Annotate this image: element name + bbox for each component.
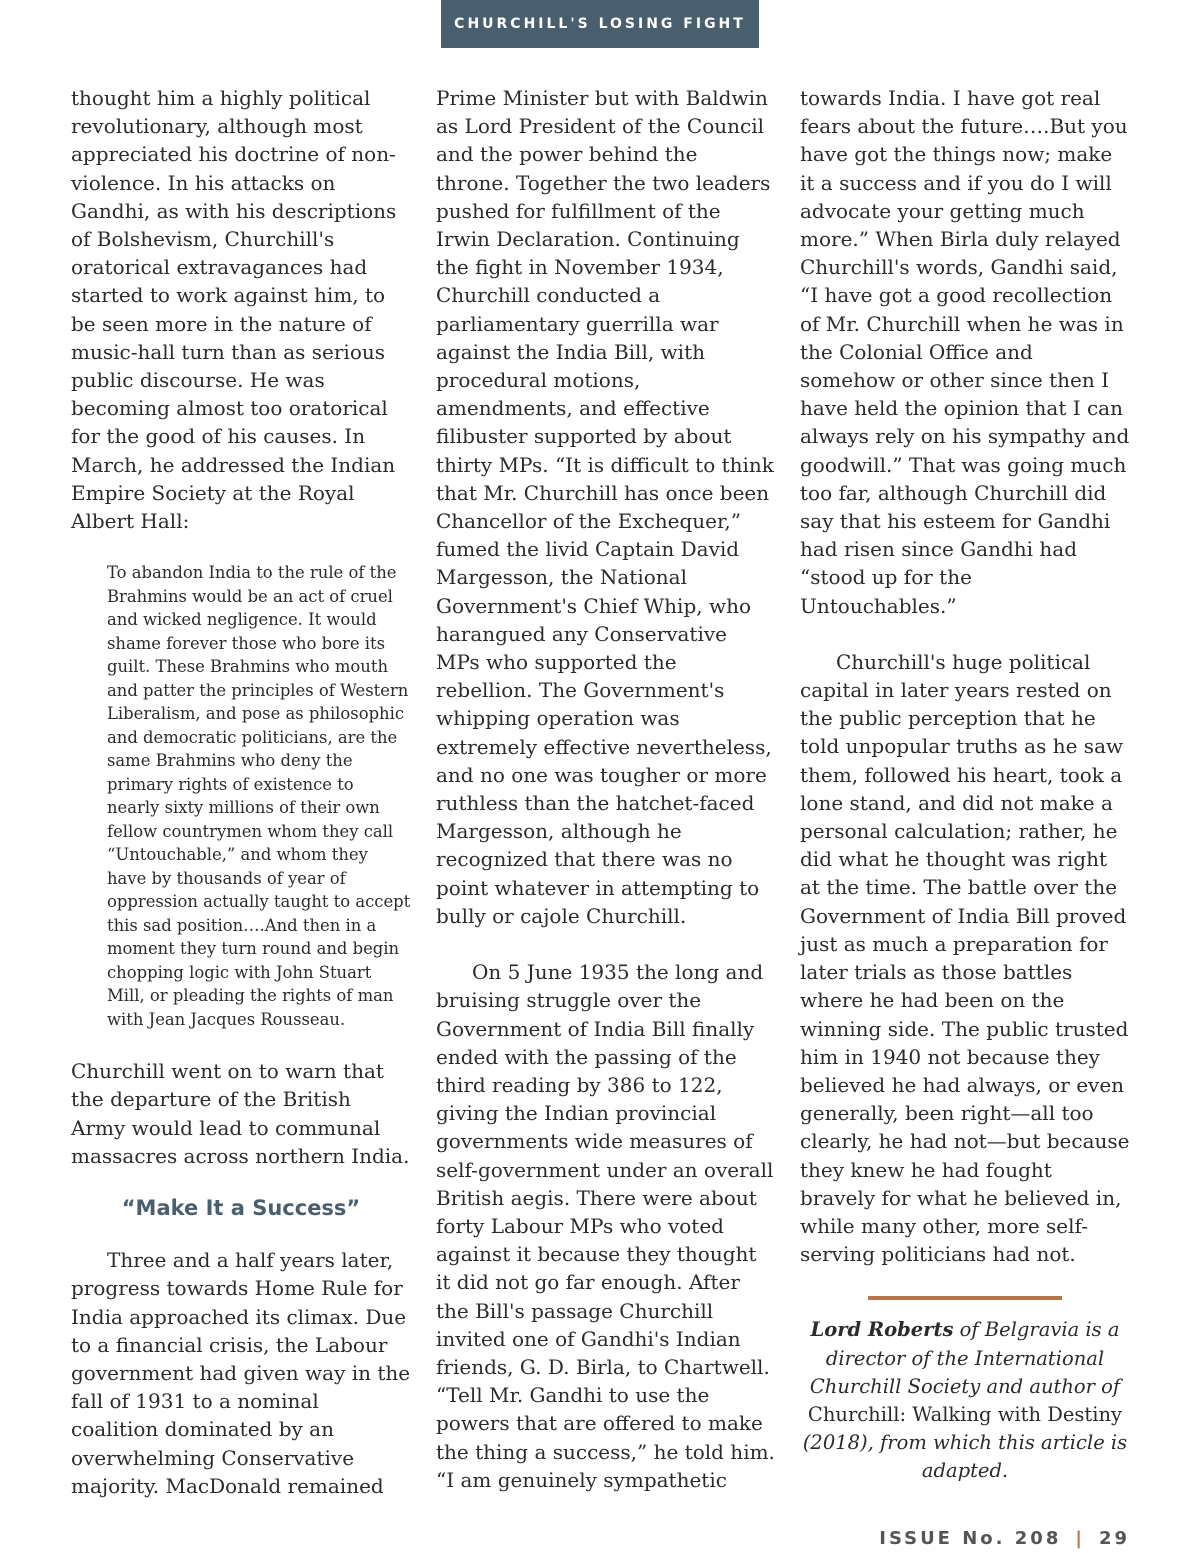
- author-bio-text: of Belgravia is a director of the International Churchill Society and author of: [809, 1318, 1121, 1398]
- body-paragraph: Prime Minister but with Baldwin as Lord President of the Council and the power behind the throne. Together the two leaders pushed for fulfillment of the Irwin Declaration. Continuing the fight in November 1934, Churchill conducted a parliamentary guerrilla war against the India Bill, with procedural motions, amendments, and effective filibuster supported by about thirty MPs. “It is difficult to think that Mr. Churchill has once been Chancellor of the Exchequer,” fumed the livid Captain David Margesson, the National Government's Chief Whip, who harangued any Conservative MPs who supported the rebellion. The Government's whipping operation was extremely effective nevertheless, and no one was tougher or more ruthless than the hatchet-faced Margesson, although he recognized that there was no point whatever in attempting to bully or cajole Churchill.: [436, 86, 774, 928]
- section-header-tab: [441, 0, 759, 48]
- body-paragraph: Three and a half years later, progress towards Home Rule for India approached its climax. Due to a financial crisis, the Labour government had given way in the fall of 1931 to a nominal coalition dominated by an overwhelming Conservative majority. MacDonald remained: [71, 1248, 411, 1498]
- page-footer: [879, 1528, 1130, 1549]
- divider-rule: [868, 1296, 1062, 1300]
- author-bio-text: (2018), from which this article is adapted.: [802, 1431, 1128, 1483]
- book-title: Churchill: Walking with Destiny: [807, 1402, 1123, 1426]
- body-paragraph: On 5 June 1935 the long and bruising struggle over the Government of India Bill finally ended with the passing of the third reading by 386 to 122, giving the Indian provincial governments wide measures of self-government under an overall British aegis. There were about forty Labour MPs who voted against it because they thought it did not go far enough. After the Bill's passage Churchill invited one of Gandhi's Indian friends, G. D. Birla, to Chartwell. “Tell Mr. Gandhi to use the powers that are offered to make the thing a success,” he told him. “I am genuinely sympathetic: [436, 960, 775, 1492]
- page-number: 29: [1098, 1528, 1130, 1549]
- section-subheading: “Make It a Success”: [121, 1196, 361, 1221]
- author-name: Lord Roberts: [810, 1318, 954, 1342]
- block-quote: To abandon India to the rule of the Brahmins would be an act of cruel and wicked negligence. It would shame forever those who bore its guilt. These Brahmins who mouth and patter the principles of Western Liberalism, and pose as philosophic and democratic politicians, are the same Brahmins who deny the primary rights of existence to nearly sixty millions of their own fellow countrymen whom they call “Untouchable,” and whom they have by thousands of year of oppression actually taught to accept this sad position….And then in a moment they turn round and begin chopping logic with John Stuart Mill, or pleading the rights of man with Jean Jacques Rousseau.: [107, 563, 411, 1029]
- issue-number: ISSUE No. 208: [879, 1528, 1062, 1549]
- article-column-1: [71, 84, 411, 1500]
- author-bio: [800, 1316, 1130, 1485]
- body-paragraph: thought him a highly political revolutionary, although most appreciated his doctrine of non-violence. In his attacks on Gandhi, as with his descriptions of Bolshevism, Churchill's oratorical extravagances had started to work against him, to be seen more in the nature of music-hall turn than as serious public discourse. He was becoming almost too oratorical for the good of his causes. In March, he addressed the Indian Empire Society at the Royal Albert Hall:: [71, 86, 397, 534]
- body-paragraph: Churchill's huge political capital in later years rested on the public perception that he told unpopular truths as he saw them, followed his heart, took a lone stand, and did not make a personal calculation; rather, he did what he thought was right at the time. The battle over the Government of India Bill proved just as much a preparation for later trials as those battles where he had been on the winning side. The public trusted him in 1940 not because they believed he had always, or even generally, been right—all too clearly, he had not—but because they knew he had fought bravely for what he believed in, while many other, more self-serving politicians had not.: [800, 649, 1130, 1267]
- section-label: CHURCHILL'S LOSING FIGHT: [454, 16, 746, 32]
- article-column-2: [436, 84, 776, 1494]
- article-column-3: [800, 84, 1130, 1486]
- body-paragraph: Churchill went on to warn that the departure of the British Army would lead to communal massacres across northern India.: [71, 1059, 410, 1168]
- body-paragraph: towards India. I have got real fears about the future….But you have got the things now; make it a success and if you do I will advocate your getting much more.” When Birla duly relayed Churchill's words, Gandhi said, “I have got a good recollection of Mr. Churchill when he was in the Colonial Office and somehow or other since then I have held the opinion that I can always rely on his sympathy and goodwill.” That was going much too far, although Churchill did say that his esteem for Gandhi had risen since Gandhi had “stood up for the Untouchables.”: [800, 86, 1130, 618]
- footer-separator: |: [1075, 1528, 1085, 1549]
